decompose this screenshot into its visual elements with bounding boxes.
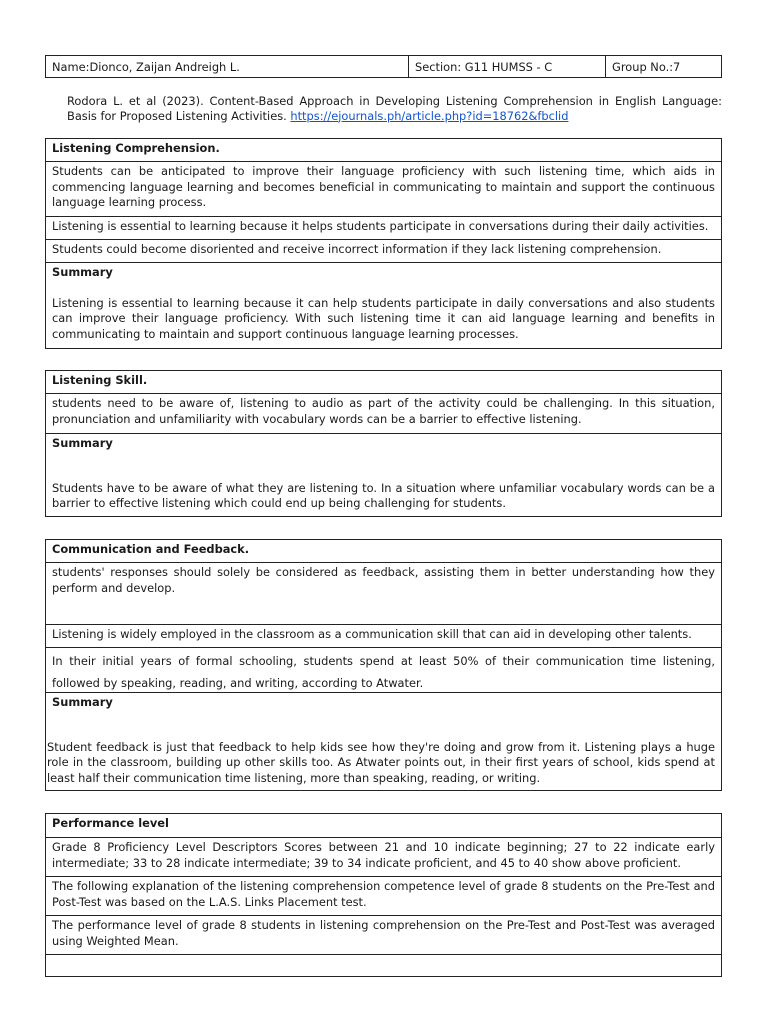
- summary-cell: [46, 262, 721, 348]
- group-number: Group No.:7: [612, 59, 681, 74]
- table-row: In their initial years of formal schooling, students spend at least 50% of their communication time listening, followed by speaking, reading, and writing, according to Atwater.: [46, 647, 721, 692]
- table-listening-comprehension: [45, 138, 722, 349]
- table-row: Grade 8 Proficiency Level Descriptors Scores between 21 and 10 indicate beginning; 27 to 22 indicate early intermediate; 33 to 28 indicate intermediate; 39 to 34 indicate proficient, and 45 to 40 show above proficient.: [46, 837, 721, 876]
- table-row: students need to be aware of, listening to audio as part of the activity could be challenging. In this situation, pronunciation and unfamiliarity with vocabulary words can be a barrier to effective listening.: [46, 393, 721, 433]
- student-section: Section: G11 HUMSS - C: [409, 56, 606, 77]
- summary-label: Summary: [52, 695, 113, 709]
- table-row: [46, 954, 721, 976]
- table-row: Listening is widely employed in the classroom as a communication skill that can aid in developing other talents.: [46, 624, 721, 647]
- table-row: The following explanation of the listening comprehension competence level of grade 8 students on the Pre-Test and Post-Test was based on the L.A.S. Links Placement test.: [46, 876, 721, 915]
- table-title: Performance level: [52, 816, 169, 830]
- table-row: Students could become disoriented and receive incorrect information if they lack listening comprehension.: [46, 239, 721, 262]
- table-row: students' responses should solely be considered as feedback, assisting them in better understanding how they perform and develop.: [46, 562, 721, 624]
- summary-label: Summary: [52, 265, 113, 279]
- summary-text: Students have to be aware of what they are listening to. In a situation where unfamiliar vocabulary words can be a barrier to effective listening which could end up being challenging for students.: [52, 480, 715, 511]
- table-performance-level: [45, 813, 722, 977]
- table-row: The performance level of grade 8 students in listening comprehension on the Pre-Test and Post-Test was averaged using Weighted Mean.: [46, 915, 721, 954]
- summary-text: Student feedback is just that feedback to help kids see how they're doing and grow from it. Listening plays a huge role in the classroom, building up other skills too. As Atwater points out, in their first years of school, kids spend at least half their communication time listening, more than speaking, reading, or writing.: [47, 739, 715, 785]
- table-title: Listening Comprehension.: [52, 141, 220, 155]
- table-row: Listening is essential to learning because it helps students participate in conversations during their daily activities.: [46, 216, 721, 239]
- table-communication-feedback: [45, 539, 722, 791]
- citation: [67, 94, 722, 123]
- table-title: Communication and Feedback.: [52, 542, 250, 556]
- summary-cell: [46, 433, 721, 516]
- student-name: Name:Dionco, Zaijan Andreigh L.: [46, 56, 409, 77]
- summary-cell: [46, 692, 721, 790]
- table-title: Listening Skill.: [52, 373, 148, 387]
- student-info-header: [45, 55, 722, 78]
- table-row: Students can be anticipated to improve their language proficiency with such listening time, which aids in commencing language learning and becomes beneficial in communicating to maintain and support the continuous language learning process.: [46, 161, 721, 216]
- summary-label: Summary: [52, 436, 113, 450]
- summary-text: Listening is essential to learning because it can help students participate in daily conversations and also students can improve their language proficiency. With such listening time it can aid language learning and benefits in communicating to maintain and support continuous language learning processes.: [52, 295, 715, 341]
- citation-text: Rodora L. et al (2023). Content-Based Approach in Developing Listening Comprehension in English Language: Basis for Proposed Listening Activities.: [67, 94, 722, 123]
- table-listening-skill: [45, 370, 722, 517]
- citation-link[interactable]: https://ejournals.ph/article.php?id=18762&fbclid: [290, 108, 569, 123]
